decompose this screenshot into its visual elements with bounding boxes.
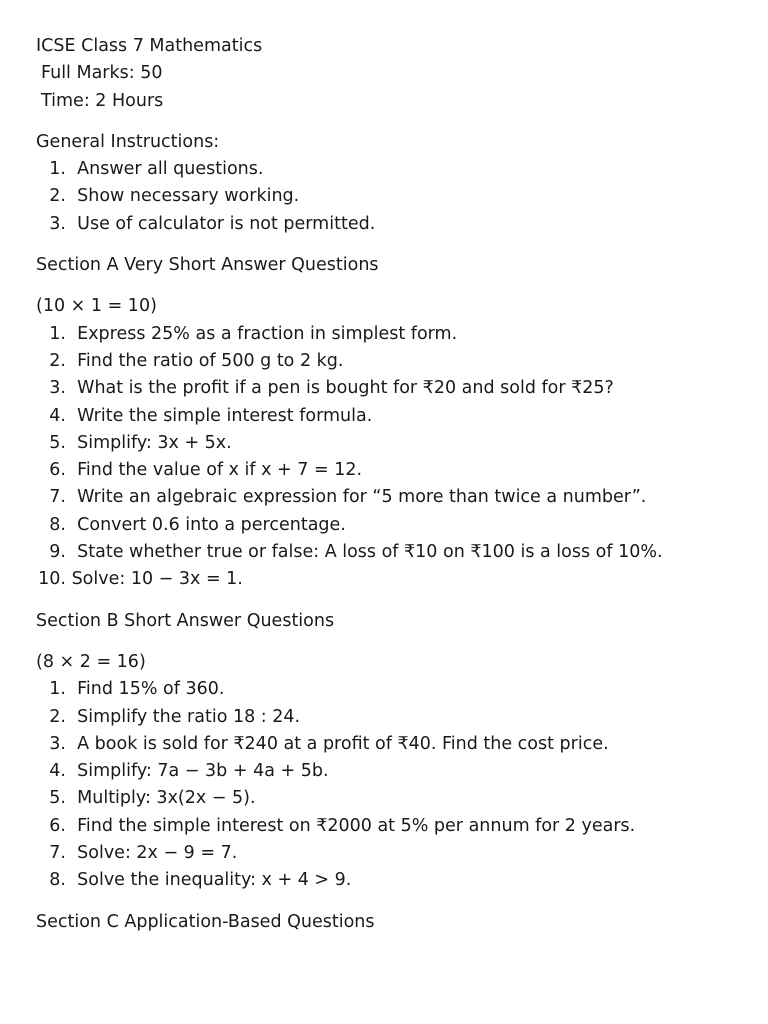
question-item (36, 375, 756, 402)
list-item (36, 156, 756, 183)
question-item (36, 704, 756, 731)
question-text: Find 15% of 360. (77, 679, 225, 700)
question-item (36, 758, 756, 785)
question-text: Find the ratio of 500 g to 2 kg. (77, 350, 344, 371)
question-number: 6. (49, 460, 66, 481)
question-item (36, 539, 756, 566)
question-paper (36, 33, 756, 936)
question-item (36, 430, 756, 457)
question-number: 5. (49, 788, 66, 809)
question-item (36, 403, 756, 430)
question-item (36, 566, 756, 593)
question-number: 1. (49, 679, 66, 700)
question-number: 1. (49, 323, 66, 344)
question-text: Simplify: 3x + 5x. (77, 432, 232, 453)
question-item (36, 457, 756, 484)
question-text: Solve: 2x − 9 = 7. (77, 843, 238, 864)
list-item (36, 183, 756, 210)
question-text: Solve the inequality: x + 4 > 9. (77, 870, 352, 891)
question-number: 3. (49, 378, 66, 399)
section-a-questions (36, 321, 756, 594)
question-text: Simplify: 7a − 3b + 4a + 5b. (77, 761, 329, 782)
question-text: Express 25% as a fraction in simplest form. (77, 323, 458, 344)
question-item (36, 840, 756, 867)
item-text: Answer all questions. (77, 159, 264, 180)
section-b-marks: (8 × 2 = 16) (36, 651, 146, 672)
item-number: 1. (49, 159, 66, 180)
paper-title: ICSE Class 7 Mathematics (36, 36, 263, 56)
question-number: 8. (49, 514, 66, 535)
question-item (36, 731, 756, 758)
question-text: What is the profit if a pen is bought for ₹20 and sold for ₹25? (77, 378, 614, 399)
question-number: 6. (49, 815, 66, 836)
question-text: Multiply: 3x(2x − 5). (77, 788, 256, 809)
question-number: 7. (49, 843, 66, 864)
question-number: 7. (49, 487, 66, 508)
question-text: A book is sold for ₹240 at a profit of ₹40. Find the cost price. (77, 733, 609, 754)
question-item (36, 512, 756, 539)
full-marks: Full Marks: 50 (41, 63, 163, 84)
question-item (36, 867, 756, 894)
section-a-marks: (10 × 1 = 10) (36, 296, 157, 317)
question-text: State whether true or false: A loss of ₹10 on ₹100 is a loss of 10%. (77, 542, 663, 563)
section-a-heading: Section A Very Short Answer Questions (36, 255, 379, 276)
instructions-heading: General Instructions: (36, 131, 220, 152)
question-text: Write the simple interest formula. (77, 405, 373, 426)
question-number: 3. (49, 733, 66, 754)
question-text: Convert 0.6 into a percentage. (77, 514, 346, 535)
question-number: 4. (49, 405, 66, 426)
question-item (36, 348, 756, 375)
question-text: Write an algebraic expression for “5 more than twice a number”. (77, 487, 647, 508)
question-number: 2. (49, 350, 66, 371)
list-item (36, 211, 756, 238)
question-text: Find the value of x if x + 7 = 12. (77, 460, 363, 481)
question-number: 9. (49, 542, 66, 563)
question-item (36, 321, 756, 348)
question-number: 4. (49, 761, 66, 782)
question-item (36, 813, 756, 840)
question-number: 2. (49, 706, 66, 727)
question-text: Find the simple interest on ₹2000 at 5% per annum for 2 years. (77, 815, 636, 836)
question-text: Simplify the ratio 18 : 24. (77, 706, 301, 727)
time-allowed: Time: 2 Hours (41, 90, 164, 111)
question-number: 5. (49, 432, 66, 453)
item-text: Use of calculator is not permitted. (77, 213, 376, 234)
instructions-list (36, 156, 756, 238)
question-item (36, 676, 756, 703)
section-b-heading: Section B Short Answer Questions (36, 610, 335, 631)
item-number: 3. (49, 213, 66, 234)
question-number: 8. (49, 870, 66, 891)
question-text: Solve: 10 − 3x = 1. (71, 569, 243, 590)
section-b-questions (36, 676, 756, 894)
section-c-heading: Section C Application-Based Questions (36, 911, 375, 932)
question-item (36, 785, 756, 812)
question-item (36, 484, 756, 511)
item-number: 2. (49, 186, 66, 207)
question-number: 10. (38, 569, 66, 590)
item-text: Show necessary working. (77, 186, 300, 207)
